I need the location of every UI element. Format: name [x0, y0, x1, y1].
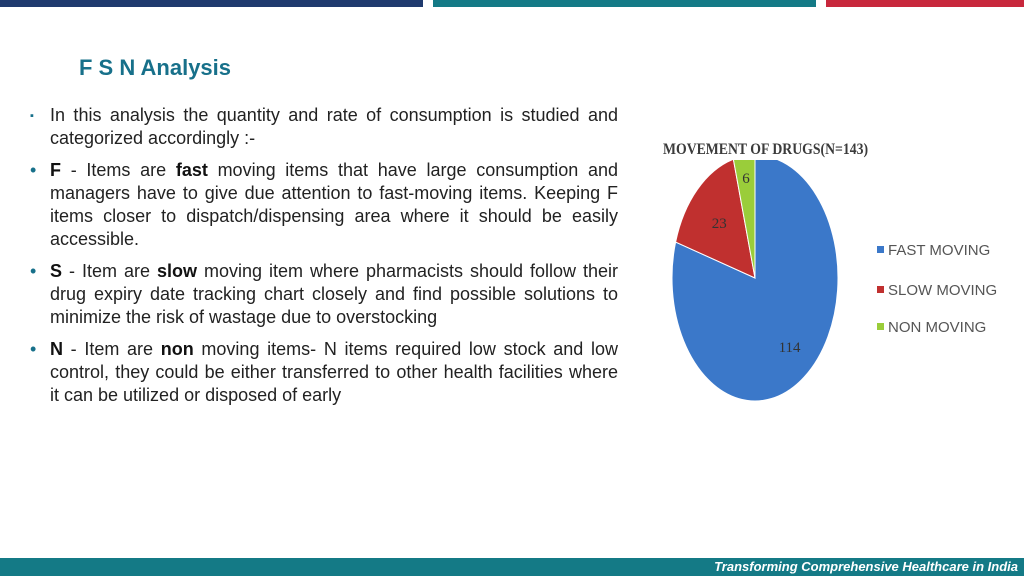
legend-swatch	[877, 246, 884, 253]
square-bullet-icon: ▪	[30, 110, 34, 122]
dot-bullet-icon: •	[30, 160, 37, 180]
bullet-lead: F	[50, 160, 61, 180]
pie-label-non: 6	[742, 171, 750, 188]
bullet-fast	[30, 159, 618, 251]
legend-swatch	[877, 286, 884, 293]
pie-chart	[660, 160, 860, 410]
top-accent-bar-teal	[433, 0, 816, 7]
bullet-text: - Item are	[62, 261, 157, 281]
chart-title: MOVEMENT OF DRUGS(N=143)	[663, 141, 869, 158]
pie-label-slow: 23	[711, 216, 727, 233]
bullet-strong: non	[160, 339, 194, 359]
legend-label: SLOW MOVING	[888, 282, 998, 299]
bullet-text: - Item are	[63, 339, 161, 359]
pie-label-fast: 114	[778, 340, 801, 357]
bullet-lead: N	[50, 339, 63, 359]
bullet-text: In this analysis the quantity and rate of consumption is studied and categorized accordingly :-	[50, 105, 618, 148]
legend-item-fast	[877, 242, 990, 259]
top-accent-bar-navy	[0, 0, 423, 7]
legend-item-non	[877, 319, 986, 336]
bullet-strong: slow	[156, 261, 197, 281]
footer-tagline: Transforming Comprehensive Healthcare in India	[714, 559, 1018, 574]
bullet-list	[30, 104, 618, 416]
dot-bullet-icon: •	[30, 261, 37, 281]
bullet-strong: fast	[175, 160, 208, 180]
slide-title: F S N Analysis	[79, 55, 232, 80]
bullet-slow	[30, 260, 618, 329]
legend-label: FAST MOVING	[888, 242, 991, 259]
top-accent-bar-red	[826, 0, 1024, 7]
legend-label: NON MOVING	[888, 319, 987, 336]
bullet-text-cont: moving items- N items required low stock and low control, they could be either transferred to other health facilities where it can be utilized or disposed of early	[50, 339, 619, 405]
footer-bar	[0, 558, 1024, 576]
bullet-non	[30, 338, 618, 407]
bullet-lead: S	[50, 261, 63, 281]
bullet-text: - Items are	[61, 160, 176, 180]
bullet-text-cont: moving item where pharmacists should follow their drug expiry date tracking chart closely and find possible solutions to minimize the risk of wastage due to overstocking	[50, 261, 618, 327]
bullet-text-cont: moving items that have large consumption and managers have to give due attention to fast-moving items. Keeping F items closer to dispatch/dispensing area where it should be easily accessible.	[50, 160, 618, 249]
dot-bullet-icon: •	[30, 339, 37, 359]
legend-swatch	[877, 323, 884, 330]
bullet-intro	[30, 104, 618, 150]
legend-item-slow	[877, 282, 997, 299]
